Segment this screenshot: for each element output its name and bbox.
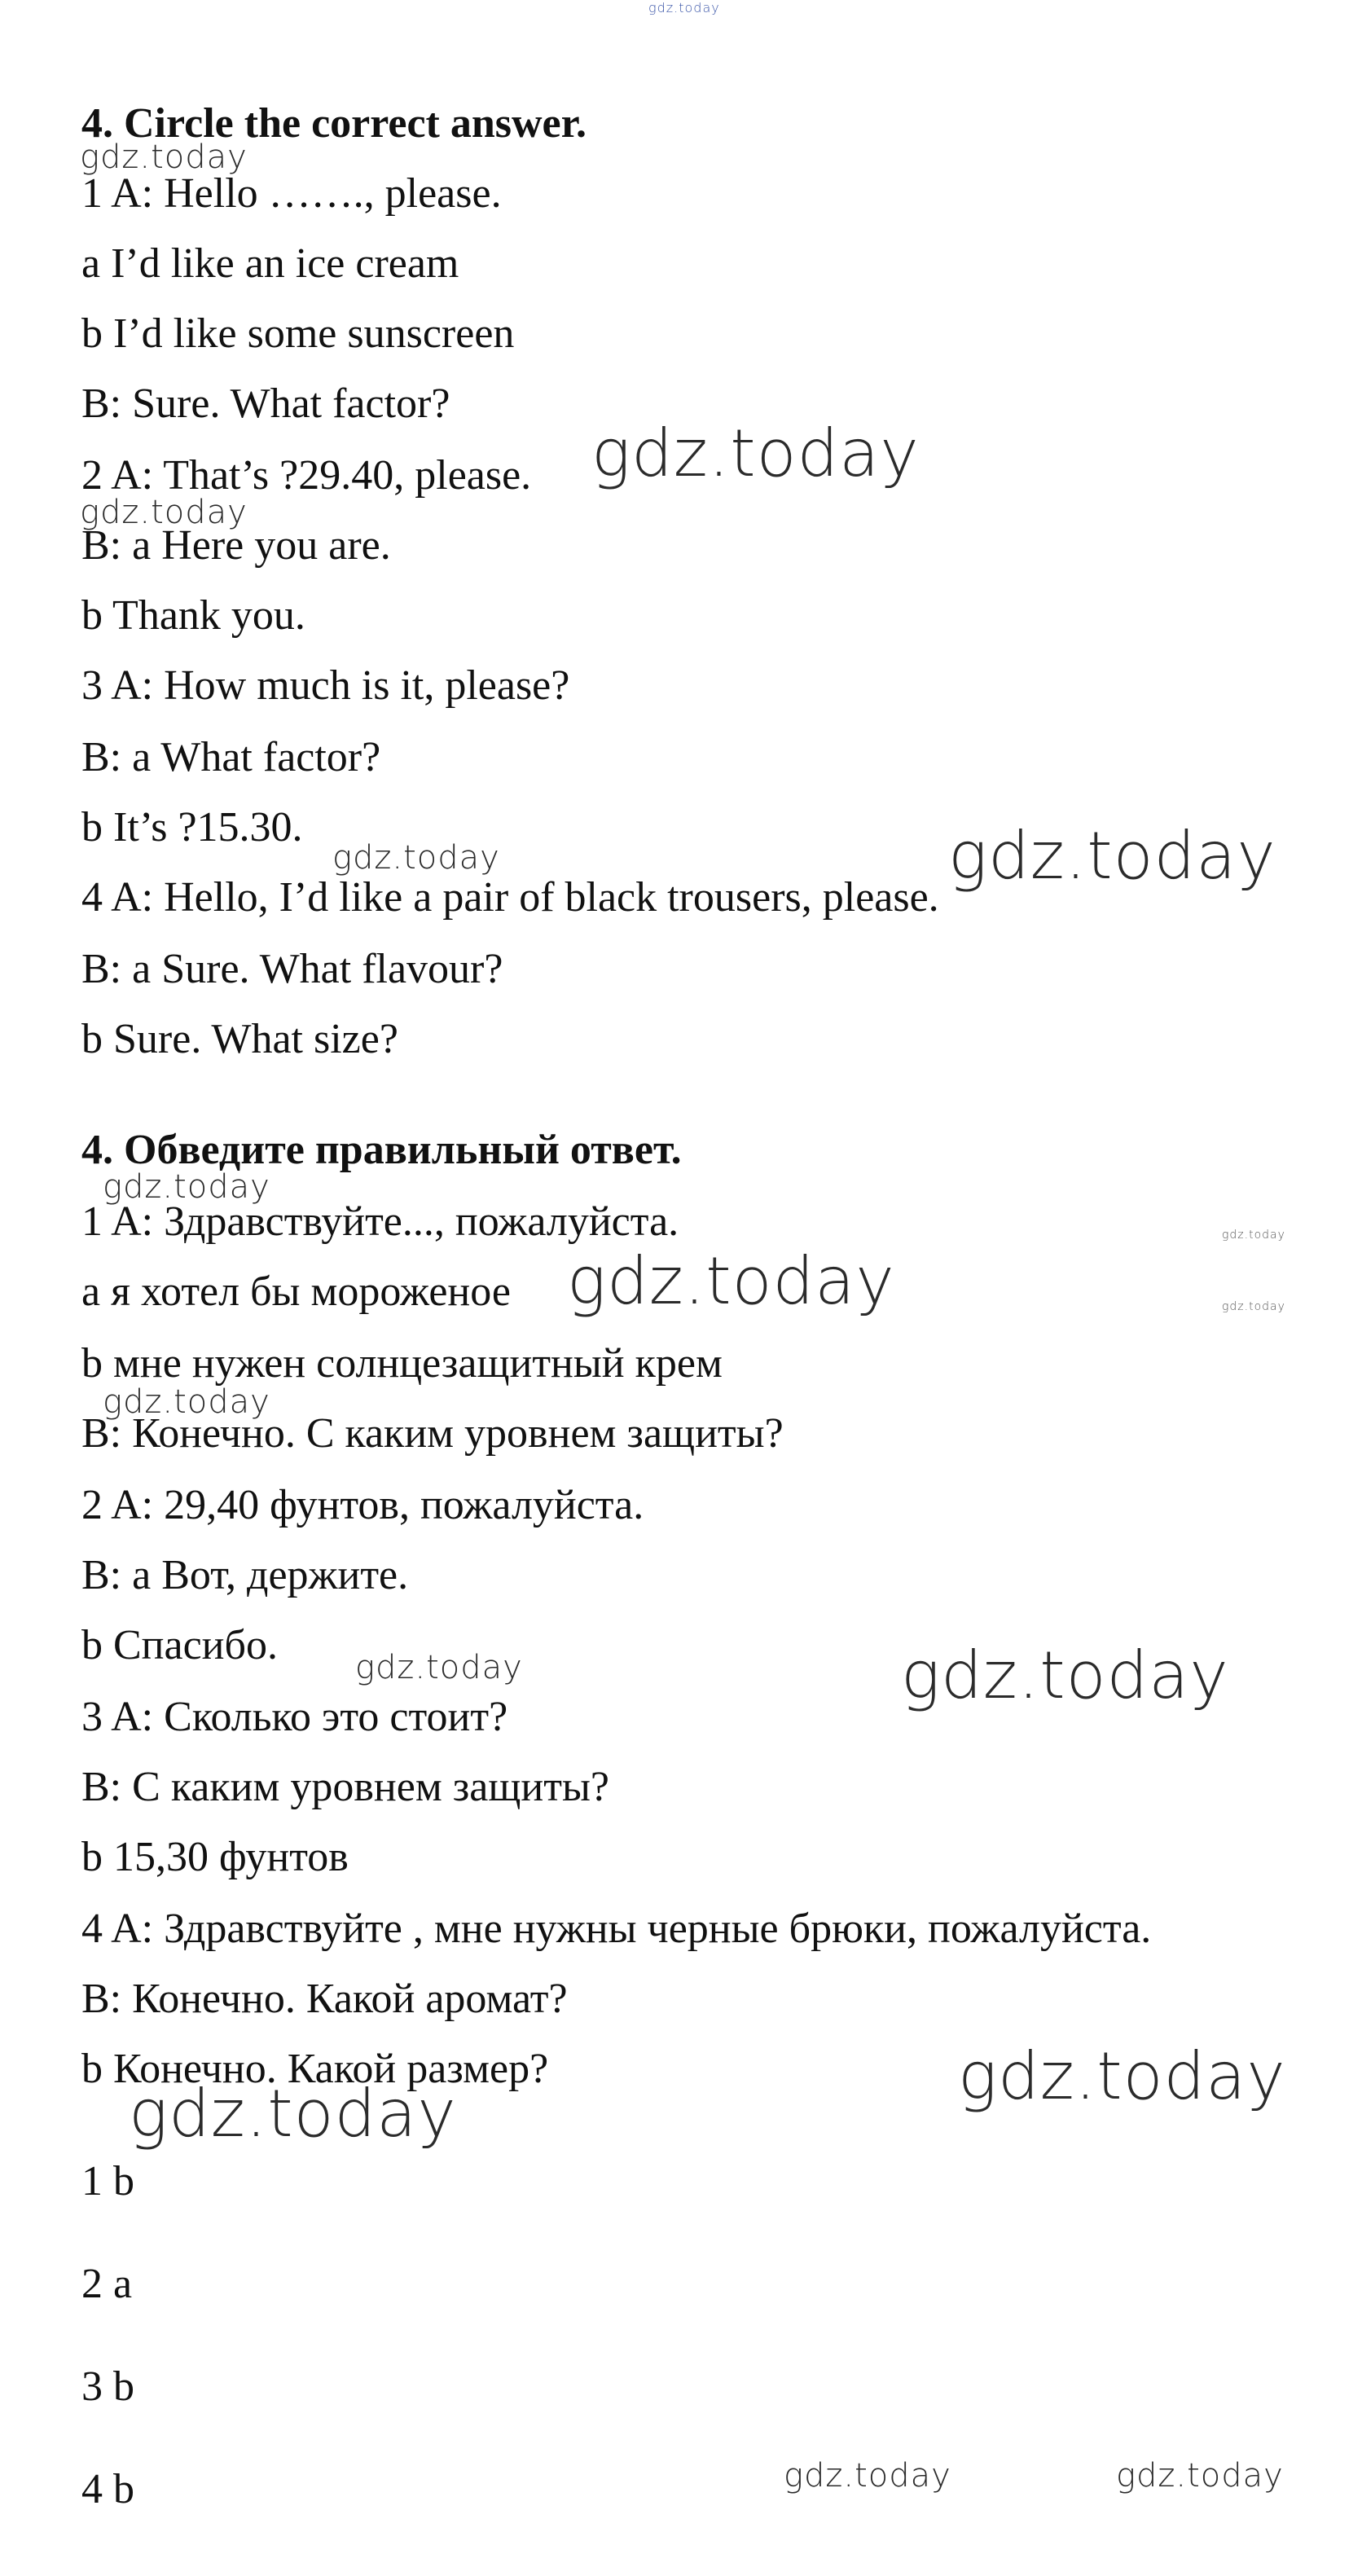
watermark-3: gdz.today (80, 494, 248, 531)
russian-line-11: 4 A: Здравствуйте , мне нужны черные брюки, пожалуйста. (81, 1906, 1152, 1952)
russian-line-7: b Спасибо. (81, 1622, 278, 1668)
watermark-8: gdz.today (567, 1243, 895, 1319)
answer-3: 3 b (81, 2363, 134, 2410)
watermark-15: gdz.today (784, 2457, 951, 2495)
english-line-6: B: a Here you are. (81, 522, 391, 569)
english-line-3: b I’d like some sunscreen (81, 310, 515, 357)
watermark-1: gdz.today (80, 138, 248, 176)
english-line-13: b Sure. What size? (81, 1016, 398, 1062)
watermark-13: gdz.today (958, 2038, 1286, 2114)
watermark-top: gdz.today (648, 0, 720, 15)
english-line-5: 2 A: That’s ?29.40, please. (81, 452, 532, 499)
russian-line-2: a я хотел бы мороженое (81, 1268, 511, 1315)
watermark-9: gdz.today (1222, 1300, 1285, 1313)
russian-line-3: b мне нужен солнцезащитный крем (81, 1340, 723, 1387)
watermark-11: gdz.today (355, 1649, 523, 1686)
russian-line-5: 2 A: 29,40 фунтов, пожалуйста. (81, 1482, 644, 1528)
russian-heading: 4. Обведите правильный ответ. (81, 1127, 682, 1173)
watermark-10: gdz.today (103, 1383, 270, 1421)
russian-line-10: b 15,30 фунтов (81, 1834, 349, 1880)
russian-line-8: 3 A: Сколько это стоит? (81, 1694, 508, 1740)
watermark-4: gdz.today (332, 839, 500, 877)
answer-1: 1 b (81, 2158, 134, 2205)
english-line-1: 1 A: Hello ……., please. (81, 170, 502, 217)
watermark-7: gdz.today (1222, 1229, 1285, 1242)
russian-line-4: B: Конечно. С каким уровнем защиты? (81, 1410, 784, 1457)
answer-2: 2 a (81, 2261, 133, 2307)
watermark-2: gdz.today (591, 415, 920, 491)
watermark-12: gdz.today (901, 1637, 1229, 1713)
english-line-11: 4 A: Hello, I’d like a pair of black trousers, please. (81, 874, 939, 921)
watermark-14: gdz.today (129, 2076, 457, 2152)
english-line-7: b Thank you. (81, 592, 305, 639)
english-line-2: a I’d like an ice cream (81, 240, 459, 287)
russian-line-12: B: Конечно. Какой аромат? (81, 1976, 568, 2022)
watermark-6: gdz.today (103, 1168, 270, 1206)
english-line-12: B: a Sure. What flavour? (81, 946, 503, 992)
english-heading: 4. Circle the correct answer. (81, 100, 587, 147)
answer-4: 4 b (81, 2466, 134, 2512)
english-line-10: b It’s ?15.30. (81, 804, 303, 851)
watermark-5: gdz.today (948, 818, 1276, 894)
english-line-9: B: a What factor? (81, 734, 381, 780)
watermark-16: gdz.today (1116, 2457, 1284, 2495)
russian-line-13: b Конечно. Какой размер? (81, 2046, 549, 2092)
russian-line-1: 1 A: Здравствуйте..., пожалуйста. (81, 1198, 679, 1245)
english-line-8: 3 A: How much is it, please? (81, 662, 570, 709)
english-line-4: B: Sure. What factor? (81, 380, 450, 427)
russian-line-9: B: С каким уровнем защиты? (81, 1764, 609, 1810)
russian-line-6: B: a Вот, держите. (81, 1552, 409, 1598)
